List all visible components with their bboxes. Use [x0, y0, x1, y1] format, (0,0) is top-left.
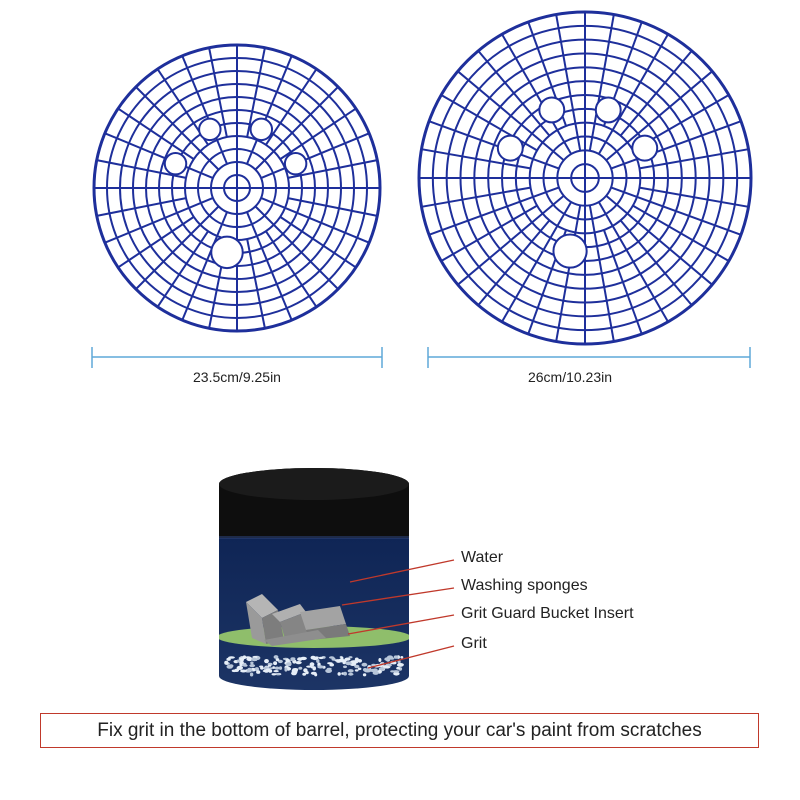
grit-particle — [384, 657, 390, 661]
grit-particle — [273, 661, 277, 665]
grit-particle — [260, 667, 263, 670]
grit-particle — [373, 671, 379, 675]
grit-particle — [248, 670, 252, 672]
leg-hole — [199, 119, 220, 140]
grit-particle — [319, 657, 324, 659]
grit-particle — [290, 658, 294, 661]
grit-particle — [312, 666, 316, 670]
label-water: Water — [461, 549, 504, 566]
grit-particle — [338, 672, 341, 676]
grit-particle — [394, 655, 399, 658]
grit-particle — [397, 663, 404, 666]
grit-particle — [268, 665, 271, 667]
size-label-large: 26cm/10.23in — [527, 369, 613, 385]
leg-hole — [211, 237, 242, 268]
bucket-illustration — [215, 460, 415, 698]
dimension-line-small — [92, 347, 382, 368]
grit-particle — [249, 664, 255, 667]
label-washing-sponges: Washing sponges — [461, 577, 588, 594]
grid-spoke — [556, 15, 580, 151]
grit-particle — [274, 667, 279, 670]
grit-particle — [250, 662, 253, 665]
grit-particle — [229, 664, 234, 667]
grit-particle — [396, 667, 400, 670]
grit-particle — [298, 667, 302, 670]
grit-particle — [224, 661, 228, 665]
grit-particle — [362, 663, 368, 667]
grid-spoke — [97, 198, 186, 216]
grit-particle — [297, 657, 302, 661]
leg-hole — [285, 153, 306, 174]
dimension-line-large — [428, 347, 750, 368]
grit-particle — [378, 658, 381, 662]
grid-spoke — [590, 15, 614, 151]
grit-particle — [305, 671, 308, 674]
leg-hole — [539, 97, 564, 122]
grit-particle — [243, 655, 247, 659]
grit-particle — [348, 673, 353, 676]
caption-box — [40, 713, 759, 748]
grit-particle — [365, 668, 372, 672]
grit-particle — [292, 669, 296, 673]
grit-particle — [285, 659, 289, 662]
grit-particle — [355, 669, 359, 671]
grit-particle — [383, 665, 389, 668]
grid-spoke — [288, 198, 377, 216]
grit-particle — [256, 670, 260, 674]
grit-particle — [316, 659, 319, 663]
grit-particle — [343, 666, 347, 669]
grit-particle — [239, 663, 242, 666]
grid-spoke — [247, 239, 265, 328]
grit-particle — [232, 670, 237, 673]
grit-particle — [345, 661, 352, 665]
grit-particle — [400, 656, 403, 659]
grit-particle — [314, 673, 317, 676]
grit-particle — [358, 668, 362, 671]
grit-particle — [325, 669, 332, 673]
grit-particle — [393, 670, 400, 673]
leg-hole — [165, 153, 186, 174]
grit-particle — [251, 658, 257, 662]
grit-particle — [276, 658, 280, 661]
grit-particle — [363, 673, 366, 676]
grit-particle — [240, 670, 247, 673]
grit-particle — [317, 665, 324, 668]
grit-particle — [269, 667, 273, 669]
grit-particle — [340, 659, 347, 662]
grit-guard-large — [419, 12, 751, 344]
grit-particle — [327, 662, 333, 664]
leg-hole — [553, 234, 586, 267]
leg-hole — [596, 97, 621, 122]
grit-particle — [250, 673, 253, 677]
grit-particle — [237, 666, 243, 670]
grit-particle — [273, 670, 279, 672]
grit-particle — [329, 656, 334, 658]
grit-particle — [311, 656, 316, 660]
grid-spoke — [590, 205, 614, 341]
grit-particle — [264, 659, 269, 663]
grit-particle — [284, 667, 287, 671]
caption-text: Fix grit in the bottom of barrel, protecting your car's paint from scratches — [97, 719, 702, 741]
label-grit: Grit — [461, 635, 487, 652]
grit-particle — [358, 659, 362, 663]
grit-particle — [348, 669, 354, 673]
grit-particle — [310, 662, 315, 666]
grit-particle — [296, 661, 302, 664]
leg-hole — [251, 119, 272, 140]
grit-particle — [343, 672, 347, 676]
grit-particle — [228, 656, 235, 659]
leg-hole — [632, 136, 657, 161]
size-label-small: 23.5cm/9.25in — [193, 369, 281, 385]
grit-guard-small — [94, 45, 380, 331]
label-grit-guard-insert: Grit Guard Bucket Insert — [461, 605, 634, 622]
grid-spoke — [556, 205, 580, 341]
grit-particle — [237, 659, 241, 662]
leg-hole — [498, 136, 523, 161]
grit-particle — [272, 673, 277, 675]
